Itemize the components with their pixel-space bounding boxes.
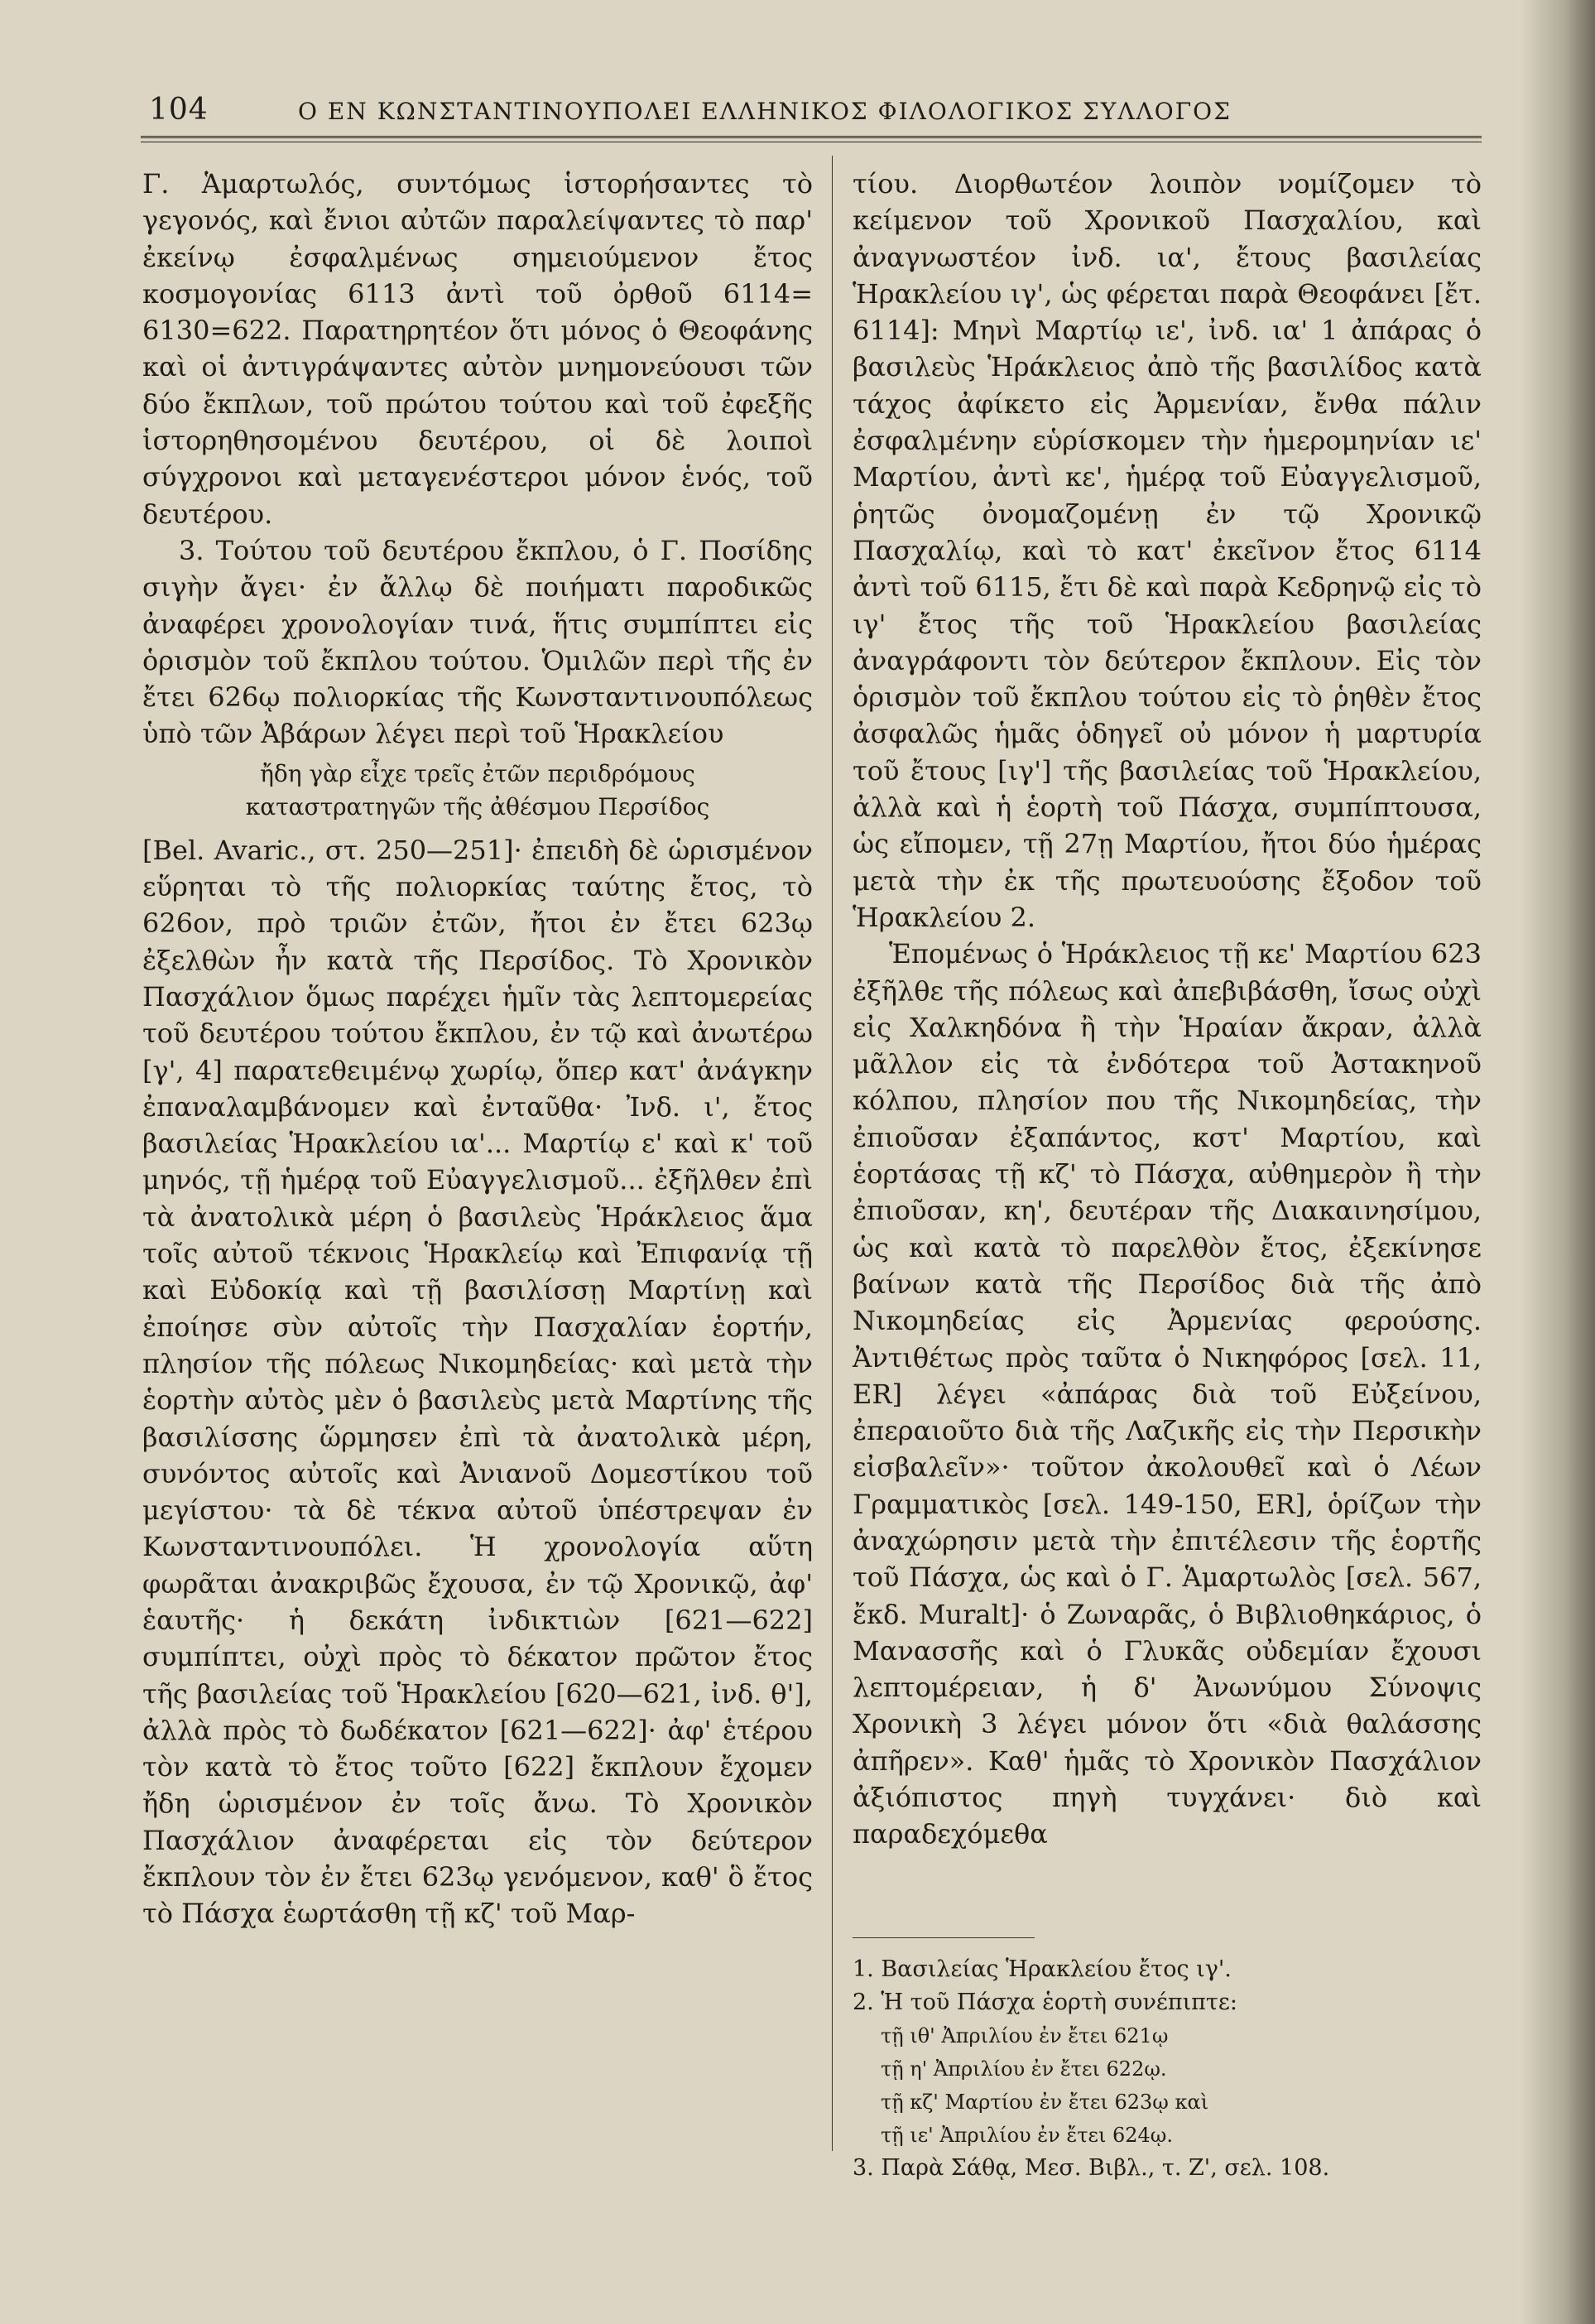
verse-quotation	[142, 758, 813, 824]
page-number: 104	[149, 93, 209, 127]
right-column	[853, 166, 1482, 1853]
right-paragraph-2: Ἑπομένως ὁ Ἡράκλειος τῇ κε' Μαρτίου 623 ἐξῆλθε τῆς πόλεως καὶ ἀπεβιβάσθη, ἴσως οὐχὶ εἰς Χαλκηδόνα ἢ τὴν Ἡραίαν ἄκραν, ἀλλὰ μᾶλλον εἰς τὰ ἐνδότερα τοῦ Ἀστακηνοῦ κόλπου, πλησίον που τῆς Νικομηδείας, τὴν ἐπιοῦσαν ἐξαπάντος, κστ' Μαρτίου, καὶ ἑορτάσας τῇ κζ' τὸ Πάσχα, αὐθημερὸν ἢ τὴν ἐπιοῦσαν, κη', δευτέραν τῆς Διακαινησίμου, ὡς καὶ κατὰ τὸ παρελθὸν ἔτος, ἐξεκίνησε βαίνων κατὰ τῆς Περσίδος διὰ τῆς ἀπὸ Νικομηδείας εἰς Ἀρμενίας φερούσης. Ἀντιθέτως πρὸς ταῦτα ὁ Νικηφόρος [σελ. 11, ER] λέγει «ἀπάρας διὰ τοῦ Εὐξείνου, ἐπεραιοῦτο διὰ τῆς Λαζικῆς εἰς τὴν Περσικὴν εἰσβαλεῖν»· τοῦτον ἀκολουθεῖ καὶ ὁ Λέων Γραμματικὸς [σελ. 149-150, ER], ὁρίζων τὴν ἀναχώρησιν μετὰ τὴν ἐπιτέλεσιν τῆς ἑορτῆς τοῦ Πάσχα, ὡς καὶ ὁ Γ. Ἁμαρτωλὸς [σελ. 567, ἔκδ. Muralt]· ὁ Ζωναρᾶς, ὁ Βιβλιοθηκάριος, ὁ Μανασσῆς καὶ ὁ Γλυκᾶς οὐδεμίαν ἔχουσι λεπτομέρειαν, ἡ δ' Ἀνωνύμου Σύνοψις Χρονικὴ 3 λέγει μόνον ὅτι «διὰ θαλάσσης ἀπῆρεν». Καθ' ἡμᾶς τὸ Χρονικὸν Πασχάλιον ἀξιόπιστος πηγὴ τυγχάνει· διὸ καὶ παραδεχόμεθα	[853, 938, 1482, 1850]
footnote-2-line-b: τῇ η' Ἀπριλίου ἐν ἔτει 622ῳ.	[881, 2057, 1167, 2081]
column-divider	[832, 156, 833, 2151]
running-head	[141, 93, 1482, 142]
verse-line-1: ἤδη γὰρ εἶχε τρεῖς ἐτῶν περιδρόμους	[260, 759, 695, 787]
footnote-3: 3. Παρὰ Σάθᾳ, Μεσ. Βιβλ., τ. Ζ', σελ. 108.	[853, 2155, 1330, 2181]
footnote-2-line-c: τῇ κζ' Μαρτίου ἐν ἔτει 623ῳ καὶ	[881, 2091, 1209, 2114]
footnote-rule	[853, 1937, 1035, 1938]
left-paragraph-3: [Bel. Avaric., στ. 250—251]· ἐπειδὴ δὲ ὡρισμένον εὕρηται τὸ τῆς πολιορκίας ταύτης ἔτος, τὸ 626ον, πρὸ τριῶν ἐτῶν, ἤτοι ἐν ἔτει 623ῳ ἐξελθὼν ἦν κατὰ τῆς Περσίδος. Τὸ Χρονικὸν Πασχάλιον ὅμως παρέχει ἡμῖν τὰς λεπτομερείας τοῦ δευτέρου τούτου ἔκπλου, ἐν τῷ καὶ ἀνωτέρω [γ', 4] παρατεθειμένῳ χωρίῳ, ὅπερ κατ' ἀνάγκην ἐπαναλαμβάνομεν καὶ ἐνταῦθα· Ἰνδ. ι', ἔτος βασιλείας Ἡρακλείου ια'... Μαρτίῳ ε' καὶ κ' τοῦ μηνός, τῇ ἡμέρᾳ τοῦ Εὐαγγελισμοῦ... ἐξῆλθεν ἐπὶ τὰ ἀνατολικὰ μέρη ὁ βασιλεὺς Ἡράκλειος ἅμα τοῖς αὐτοῦ τέκνοις Ἡρακλείῳ καὶ Ἐπιφανίᾳ τῇ καὶ Εὐδοκίᾳ καὶ τῇ βασιλίσσῃ Μαρτίνῃ καὶ ἐποίησε σὺν αὐτοῖς τὴν Πασχαλίαν ἑορτήν, πλησίον τῆς πόλεως Νικομηδείας· καὶ μετὰ τὴν ἑορτὴν αὐτὸς μὲν ὁ βασιλεὺς μετὰ Μαρτίνης τῆς βασιλίσσης ὥρμησεν ἐπὶ τὰ ἀνατολικὰ μέρη, συνόντος αὐτοῖς καὶ Ἀνιανοῦ Δομεστίκου τοῦ μεγίστου· τὰ δὲ τέκνα αὐτοῦ ὑπέστρεψαν ἐν Κωνσταντινουπόλει. Ἡ χρονολογία αὕτη φωρᾶται ἀνακριβῶς ἔχουσα, ἐν τῷ Χρονικῷ, ἀφ' ἑαυτῆς· ἡ δεκάτη ἰνδικτιὼν [621—622] συμπίπτει, οὐχὶ πρὸς τὸ δέκατον πρῶτον ἔτος τῆς βασιλείας τοῦ Ἡρακλείου [620—621, ἰνδ. θ'], ἀλλὰ πρὸς τὸ δωδέκατον [621—622]· ἀφ' ἑτέρου τὸν κατὰ τὸ ἔτος τοῦτο [622] ἔκπλουν ἔχομεν ἤδη ὡρισμένον ἐν τοῖς ἄνω. Τὸ Χρονικὸν Πασχάλιον ἀναφέρεται εἰς τὸν δεύτερον ἔκπλουν τὸν ἐν ἔτει 623ῳ γενόμενον, καθ' ὃ ἔτος τὸ Πάσχα ἑωρτάσθη τῇ κζ' τοῦ Μαρ-	[142, 834, 813, 1930]
page-edge-shadow	[1521, 0, 1595, 2324]
footnote-2-line-d: τῇ ιε' Ἀπριλίου ἐν ἔτει 624ῳ.	[881, 2124, 1174, 2147]
footnote-2: 2. Ἡ τοῦ Πάσχα ἑορτὴ συνέπιπτε:	[853, 1990, 1237, 2015]
footnotes	[853, 1937, 1482, 2185]
left-column	[142, 166, 813, 1932]
verse-line-2: καταστρατηγῶν τῆς ἀθέσμου Περσίδος	[245, 792, 710, 820]
header-rule	[141, 136, 1482, 142]
footnote-2-line-a: τῇ ιθ' Ἀπριλίου ἐν ἔτει 621ῳ	[881, 2024, 1169, 2047]
running-title: Ο ΕΝ ΚΩΝΣΤΑΝΤΙΝΟΥΠΟΛΕΙ ΕΛΛΗΝΙΚΟΣ ΦΙΛΟΛΟΓΙΚΟΣ ΣΥΛΛΟΓΟΣ	[298, 98, 1232, 125]
left-paragraph-1: Γ. Ἁμαρτωλός, συντόμως ἱστορήσαντες τὸ γεγονός, καὶ ἔνιοι αὐτῶν παραλείψαντες τὸ παρ' ἐκείνῳ ἐσφαλμένως σημειούμενον ἔτος κοσμογονίας 6113 ἀντὶ τοῦ ὀρθοῦ 6114= 6130=622. Παρατηρητέον ὅτι μόνος ὁ Θεοφάνης καὶ οἱ ἀντιγράψαντες αὐτὸν μνημονεύουσι τῶν δύο ἔκπλων, τοῦ πρώτου τούτου καὶ τοῦ ἐφεξῆς ἱστορηθησομένου δευτέρου, οἱ δὲ λοιποὶ σύγχρονοι καὶ μεταγενέστεροι μόνον ἑνός, τοῦ δευτέρου.	[142, 168, 813, 530]
footnote-1: 1. Βασιλείας Ἡρακλείου ἔτος ιγ'.	[853, 1956, 1232, 1982]
left-paragraph-2: 3. Τούτου τοῦ δευτέρου ἔκπλου, ὁ Γ. Ποσίδης σιγὴν ἄγει· ἐν ἄλλῳ δὲ ποιήματι παροδικῶς ἀναφέρει χρονολογίαν τινά, ἥτις συμπίπτει εἰς ὁρισμὸν τοῦ ἔκπλου τούτου. Ὁμιλῶν περὶ τῆς ἐν ἔτει 626ῳ πολιορκίας τῆς Κωνσταντινουπόλεως ὑπὸ τῶν Ἀβάρων λέγει περὶ τοῦ Ἡρακλείου	[142, 534, 813, 750]
right-paragraph-1: τίου. Διορθωτέον λοιπὸν νομίζομεν τὸ κείμενον τοῦ Χρονικοῦ Πασχαλίου, καὶ ἀναγνωστέον ἰνδ. ια', ἔτους βασιλείας Ἡρακλείου ιγ', ὡς φέρεται παρὰ Θεοφάνει [ἔτ. 6114]: Μηνὶ Μαρτίῳ ιε', ἰνδ. ια' 1 ἀπάρας ὁ βασιλεὺς Ἡράκλειος ἀπὸ τῆς βασιλίδος κατὰ τάχος ἀφίκετο εἰς Ἀρμενίαν, ἔνθα πάλιν ἐσφαλμένην εὑρίσκομεν τὴν ἡμερομηνίαν ιε' Μαρτίου, ἀντὶ κε', ἡμέρᾳ τοῦ Εὐαγγελισμοῦ, ῥητῶς ὀνομαζομένῃ ἐν τῷ Χρονικῷ Πασχαλίῳ, καὶ τὸ κατ' ἐκεῖνον ἔτος 6114 ἀντὶ τοῦ 6115, ἔτι δὲ καὶ παρὰ Κεδρηνῷ εἰς τὸ ιγ' ἔτος τῆς τοῦ Ἡρακλείου βασιλείας ἀναγράφοντι τὸν δεύτερον ἔκπλουν. Εἰς τὸν ὁρισμὸν τοῦ ἔκπλου τούτου εἰς τὸ ῥηθὲν ἔτος ἀσφαλῶς ἡμᾶς ὁδηγεῖ οὐ μόνον ἡ μαρτυρία τοῦ ἔτους [ιγ'] τῆς βασιλείας τοῦ Ἡρακλείου, ἀλλὰ καὶ ἡ ἑορτὴ τοῦ Πάσχα, συμπίπτουσα, ὡς εἴπομεν, τῇ 27ῃ Μαρτίου, ἤτοι δύο ἡμέρας μετὰ τὴν ἐκ τῆς πρωτευούσης ἔξοδον τοῦ Ἡρακλείου 2.	[853, 168, 1482, 933]
